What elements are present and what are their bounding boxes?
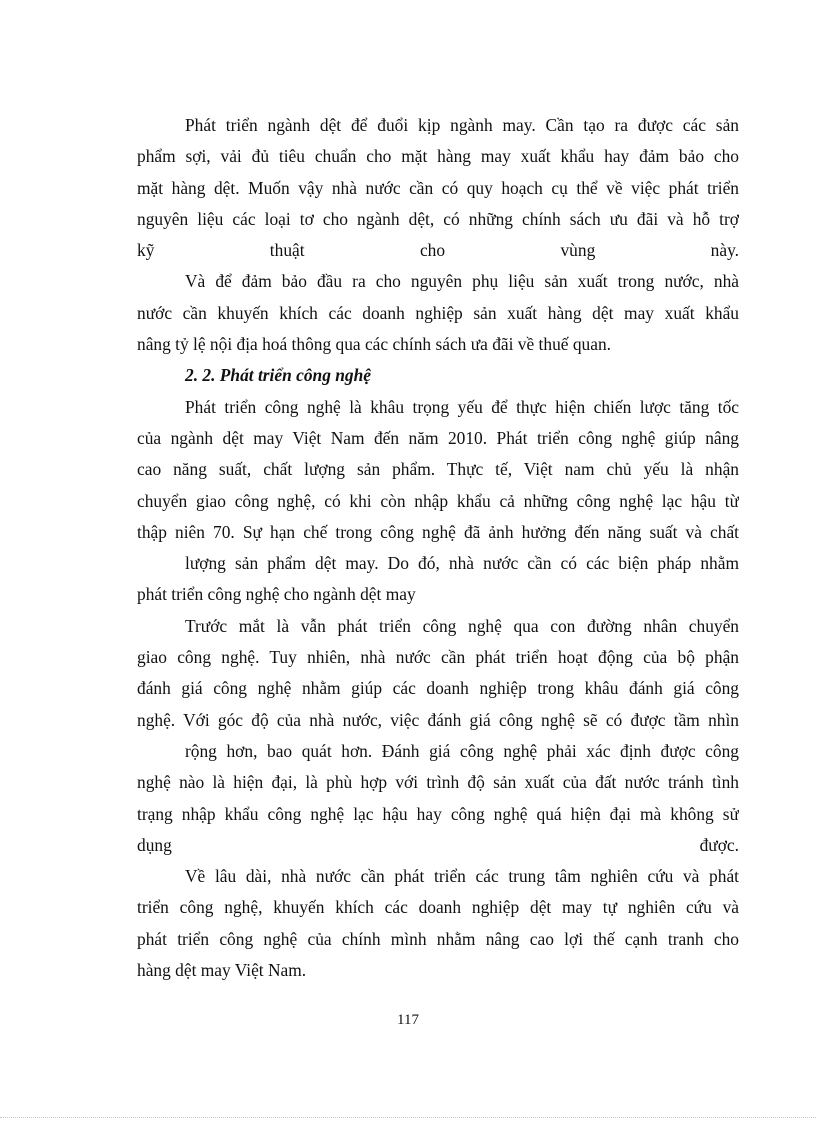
text-line: triển công nghệ, khuyến khích các doanh nghiệp dệt may tự nghiên cứu và xyxy=(137,897,739,918)
text-line: cao năng suất, chất lượng sản phẩm. Thực tế, Việt nam chủ yếu là nhận xyxy=(137,459,739,480)
text-line: của ngành dệt may Việt Nam đến năm 2010. Phát triển công nghệ giúp nâng xyxy=(137,427,739,448)
text-line: Và để đảm bảo đầu ra cho nguyên phụ liệu sản xuất trong nước, nhà xyxy=(185,271,739,292)
text-line: phát triển công nghệ của chính mình nhằm nâng cao lợi thế cạnh tranh cho xyxy=(137,928,739,949)
text-line: Phát triển ngành dệt để đuổi kịp ngành may. Cần tạo ra được các sản xyxy=(185,115,739,135)
body-text xyxy=(137,110,739,986)
page-number: 117 xyxy=(397,1012,419,1028)
text-line: nghệ. Với góc độ của nhà nước, việc đánh giá công nghệ sẽ có được tầm nhìn xyxy=(137,709,739,730)
text-line: giao công nghệ. Tuy nhiên, nhà nước cần phát triển hoạt động của bộ phận xyxy=(137,647,739,668)
text-line: chuyển giao công nghệ, có khi còn nhập khẩu cả những công nghệ lạc hậu từ xyxy=(137,490,739,511)
text-line: Trước mắt là vẫn phát triển công nghệ qua con đường nhân chuyển xyxy=(185,615,739,636)
text-line: phẩm sợi, vải đủ tiêu chuẩn cho mặt hàng may xuất khẩu hay đảm bảo cho xyxy=(137,146,739,167)
text-line: nước cần khuyến khích các doanh nghiệp sản xuất hàng dệt may xuất khẩu xyxy=(137,302,739,323)
text-line: trạng nhập khẩu công nghệ lạc hậu hay công nghệ quá hiện đại mà không sử xyxy=(137,803,739,824)
text-line: kỹ thuật cho vùng này. xyxy=(137,240,739,261)
text-line: lượng sản phẩm dệt may. Do đó, nhà nước cần có các biện pháp nhằm xyxy=(185,553,739,574)
text-line: nghệ nào là hiện đại, là phù hợp với trình độ sản xuất của đất nước tránh tình xyxy=(137,772,739,793)
text-line: dụng được. xyxy=(137,834,739,855)
text-line: mặt hàng dệt. Muốn vậy nhà nước cần có quy hoạch cụ thể về việc phát triển xyxy=(137,177,739,198)
text-line: đánh giá công nghệ nhằm giúp các doanh nghiệp trong khâu đánh giá công xyxy=(137,678,739,699)
text-line: nâng tỷ lệ nội địa hoá thông qua các chính sách ưa đãi về thuế quan. xyxy=(137,334,611,355)
text-line: nguyên liệu các loại tơ cho ngành dệt, có những chính sách ưu đãi và hỗ trợ xyxy=(137,208,739,229)
text-line: Phát triển công nghệ là khâu trọng yếu để thực hiện chiến lược tăng tốc xyxy=(185,396,739,417)
text-line: hàng dệt may Việt Nam. xyxy=(137,960,307,981)
section-heading: 2. 2. Phát triển công nghệ xyxy=(185,365,372,386)
page-bottom-divider xyxy=(0,1117,816,1118)
text-line: Về lâu dài, nhà nước cần phát triển các trung tâm nghiên cứu và phát xyxy=(185,866,739,887)
text-line: thập niên 70. Sự hạn chế trong công nghệ đã ảnh hưởng đến năng suất và chất xyxy=(137,521,739,542)
text-line: phát triển công nghệ cho ngành dệt may xyxy=(137,584,416,605)
text-line: rộng hơn, bao quát hơn. Đánh giá công nghệ phải xác định được công xyxy=(185,740,739,761)
